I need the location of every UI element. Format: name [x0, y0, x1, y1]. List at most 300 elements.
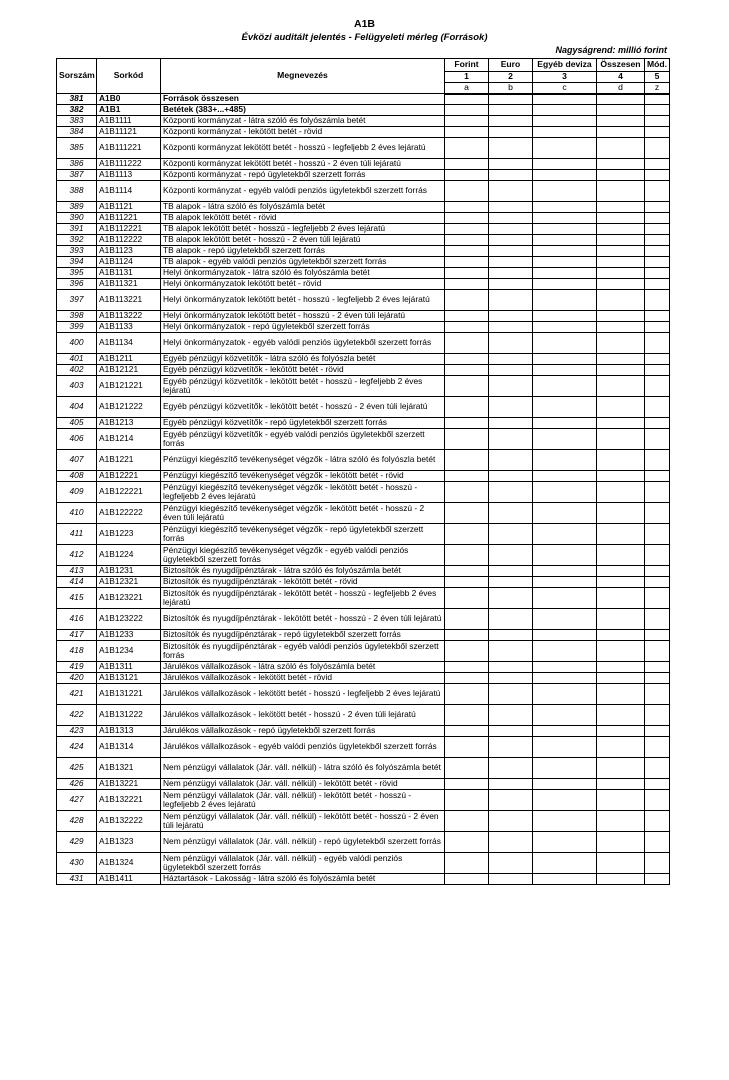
- col-header-megnevezes: Megnevezés: [161, 59, 445, 94]
- value-cell-egyeb-deviza[interactable]: [533, 138, 597, 159]
- value-cell-forint[interactable]: [445, 577, 489, 588]
- value-cell-mod[interactable]: [645, 376, 670, 397]
- value-cell-egyeb-deviza[interactable]: [533, 684, 597, 705]
- value-cell-forint[interactable]: [445, 138, 489, 159]
- value-cell-mod[interactable]: [645, 94, 670, 105]
- value-cell-euro[interactable]: [489, 311, 533, 322]
- value-cell-osszesen[interactable]: [597, 213, 645, 224]
- value-cell-euro[interactable]: [489, 213, 533, 224]
- row-code: A1B132222: [97, 811, 161, 832]
- value-cell-egyeb-deviza[interactable]: [533, 333, 597, 354]
- value-cell-egyeb-deviza[interactable]: [533, 577, 597, 588]
- value-cell-mod[interactable]: [645, 726, 670, 737]
- value-cell-osszesen[interactable]: [597, 397, 645, 418]
- value-cell-osszesen[interactable]: [597, 482, 645, 503]
- value-cell-euro[interactable]: [489, 545, 533, 566]
- value-cell-euro[interactable]: [489, 811, 533, 832]
- value-cell-euro[interactable]: [489, 450, 533, 471]
- value-cell-mod[interactable]: [645, 588, 670, 609]
- row-number: 426: [57, 779, 97, 790]
- value-cell-egyeb-deviza[interactable]: [533, 503, 597, 524]
- value-cell-egyeb-deviza[interactable]: [533, 159, 597, 170]
- value-cell-euro[interactable]: [489, 503, 533, 524]
- value-cell-egyeb-deviza[interactable]: [533, 376, 597, 397]
- value-cell-euro[interactable]: [489, 737, 533, 758]
- value-cell-egyeb-deviza[interactable]: [533, 471, 597, 482]
- value-cell-forint[interactable]: [445, 737, 489, 758]
- value-cell-euro[interactable]: [489, 116, 533, 127]
- value-cell-osszesen[interactable]: [597, 224, 645, 235]
- value-cell-mod[interactable]: [645, 779, 670, 790]
- value-cell-egyeb-deviza[interactable]: [533, 268, 597, 279]
- row-number: 392: [57, 235, 97, 246]
- value-cell-egyeb-deviza[interactable]: [533, 609, 597, 630]
- value-cell-egyeb-deviza[interactable]: [533, 127, 597, 138]
- value-cell-osszesen[interactable]: [597, 235, 645, 246]
- value-cell-egyeb-deviza[interactable]: [533, 429, 597, 450]
- value-cell-forint[interactable]: [445, 705, 489, 726]
- value-cell-forint[interactable]: [445, 450, 489, 471]
- value-cell-forint[interactable]: [445, 641, 489, 662]
- value-cell-forint[interactable]: [445, 333, 489, 354]
- value-cell-euro[interactable]: [489, 202, 533, 213]
- value-cell-egyeb-deviza[interactable]: [533, 726, 597, 737]
- value-cell-mod[interactable]: [645, 268, 670, 279]
- value-cell-mod[interactable]: [645, 116, 670, 127]
- value-cell-egyeb-deviza[interactable]: [533, 450, 597, 471]
- value-cell-forint[interactable]: [445, 127, 489, 138]
- value-cell-forint[interactable]: [445, 662, 489, 673]
- value-cell-forint[interactable]: [445, 630, 489, 641]
- value-cell-egyeb-deviza[interactable]: [533, 790, 597, 811]
- value-cell-euro[interactable]: [489, 790, 533, 811]
- value-cell-euro[interactable]: [489, 524, 533, 545]
- table-row: [57, 503, 670, 524]
- value-cell-egyeb-deviza[interactable]: [533, 246, 597, 257]
- value-cell-osszesen[interactable]: [597, 450, 645, 471]
- value-cell-egyeb-deviza[interactable]: [533, 566, 597, 577]
- value-cell-forint[interactable]: [445, 588, 489, 609]
- value-cell-euro[interactable]: [489, 609, 533, 630]
- value-cell-egyeb-deviza[interactable]: [533, 641, 597, 662]
- value-cell-euro[interactable]: [489, 235, 533, 246]
- value-cell-egyeb-deviza[interactable]: [533, 213, 597, 224]
- table-row: [57, 630, 670, 641]
- value-cell-forint[interactable]: [445, 224, 489, 235]
- value-cell-mod[interactable]: [645, 482, 670, 503]
- row-description: TB alapok lekötött betét - rövid: [161, 213, 445, 224]
- value-cell-egyeb-deviza[interactable]: [533, 202, 597, 213]
- value-cell-egyeb-deviza[interactable]: [533, 832, 597, 853]
- value-cell-mod[interactable]: [645, 790, 670, 811]
- value-cell-euro[interactable]: [489, 684, 533, 705]
- value-cell-forint[interactable]: [445, 311, 489, 322]
- value-cell-forint[interactable]: [445, 116, 489, 127]
- value-cell-osszesen[interactable]: [597, 609, 645, 630]
- value-cell-osszesen[interactable]: [597, 138, 645, 159]
- value-cell-forint[interactable]: [445, 365, 489, 376]
- value-cell-mod[interactable]: [645, 290, 670, 311]
- value-cell-mod[interactable]: [645, 235, 670, 246]
- value-cell-osszesen[interactable]: [597, 545, 645, 566]
- value-cell-egyeb-deviza[interactable]: [533, 588, 597, 609]
- table-row: [57, 874, 670, 885]
- value-cell-egyeb-deviza[interactable]: [533, 737, 597, 758]
- value-cell-egyeb-deviza[interactable]: [533, 257, 597, 268]
- value-cell-osszesen[interactable]: [597, 832, 645, 853]
- value-cell-forint[interactable]: [445, 684, 489, 705]
- row-code: A1B1233: [97, 630, 161, 641]
- value-cell-egyeb-deviza[interactable]: [533, 758, 597, 779]
- value-cell-mod[interactable]: [645, 397, 670, 418]
- value-cell-osszesen[interactable]: [597, 246, 645, 257]
- table-header: [57, 59, 670, 94]
- value-cell-osszesen[interactable]: [597, 290, 645, 311]
- value-cell-euro[interactable]: [489, 279, 533, 290]
- value-cell-euro[interactable]: [489, 418, 533, 429]
- value-cell-osszesen[interactable]: [597, 705, 645, 726]
- value-cell-euro[interactable]: [489, 779, 533, 790]
- value-cell-osszesen[interactable]: [597, 588, 645, 609]
- value-cell-mod[interactable]: [645, 545, 670, 566]
- value-cell-forint[interactable]: [445, 418, 489, 429]
- value-cell-forint[interactable]: [445, 673, 489, 684]
- row-code: A1B132221: [97, 790, 161, 811]
- value-cell-mod[interactable]: [645, 577, 670, 588]
- value-cell-osszesen[interactable]: [597, 726, 645, 737]
- table-row: [57, 159, 670, 170]
- value-cell-egyeb-deviza[interactable]: [533, 418, 597, 429]
- value-cell-euro[interactable]: [489, 705, 533, 726]
- value-cell-mod[interactable]: [645, 224, 670, 235]
- value-cell-egyeb-deviza[interactable]: [533, 181, 597, 202]
- table-row: [57, 138, 670, 159]
- value-cell-osszesen[interactable]: [597, 365, 645, 376]
- value-cell-euro[interactable]: [489, 397, 533, 418]
- value-cell-mod[interactable]: [645, 105, 670, 116]
- value-cell-mod[interactable]: [645, 705, 670, 726]
- value-cell-egyeb-deviza[interactable]: [533, 874, 597, 885]
- value-cell-osszesen[interactable]: [597, 127, 645, 138]
- value-cell-forint[interactable]: [445, 94, 489, 105]
- value-cell-forint[interactable]: [445, 609, 489, 630]
- value-cell-egyeb-deviza[interactable]: [533, 545, 597, 566]
- value-cell-mod[interactable]: [645, 662, 670, 673]
- value-cell-euro[interactable]: [489, 588, 533, 609]
- value-cell-mod[interactable]: [645, 333, 670, 354]
- row-description: Helyi önkormányzatok lekötött betét - rövid: [161, 279, 445, 290]
- value-cell-euro[interactable]: [489, 630, 533, 641]
- value-cell-osszesen[interactable]: [597, 630, 645, 641]
- value-cell-mod[interactable]: [645, 471, 670, 482]
- value-cell-mod[interactable]: [645, 311, 670, 322]
- value-cell-egyeb-deviza[interactable]: [533, 630, 597, 641]
- row-number: 416: [57, 609, 97, 630]
- value-cell-mod[interactable]: [645, 127, 670, 138]
- value-cell-egyeb-deviza[interactable]: [533, 673, 597, 684]
- value-cell-osszesen[interactable]: [597, 577, 645, 588]
- value-cell-osszesen[interactable]: [597, 758, 645, 779]
- row-description: Központi kormányzat - repó ügyletekből szerzett forrás: [161, 170, 445, 181]
- value-cell-forint[interactable]: [445, 279, 489, 290]
- value-cell-mod[interactable]: [645, 758, 670, 779]
- value-cell-egyeb-deviza[interactable]: [533, 170, 597, 181]
- value-cell-euro[interactable]: [489, 853, 533, 874]
- value-cell-osszesen[interactable]: [597, 202, 645, 213]
- value-cell-egyeb-deviza[interactable]: [533, 322, 597, 333]
- value-cell-forint[interactable]: [445, 159, 489, 170]
- value-cell-osszesen[interactable]: [597, 268, 645, 279]
- value-cell-mod[interactable]: [645, 257, 670, 268]
- row-description: Járulékos vállalkozások - egyéb valódi penziós ügyletekből szerzett forrás: [161, 737, 445, 758]
- value-cell-mod[interactable]: [645, 566, 670, 577]
- row-description: TB alapok lekötött betét - hosszú - legfeljebb 2 éves lejáratú: [161, 224, 445, 235]
- table-row: [57, 779, 670, 790]
- col-number: 3: [533, 72, 597, 83]
- value-cell-osszesen[interactable]: [597, 737, 645, 758]
- value-cell-forint[interactable]: [445, 268, 489, 279]
- value-cell-mod[interactable]: [645, 418, 670, 429]
- value-cell-egyeb-deviza[interactable]: [533, 705, 597, 726]
- value-cell-forint[interactable]: [445, 503, 489, 524]
- row-description: Helyi önkormányzatok lekötött betét - hosszú - legfeljebb 2 éves lejáratú: [161, 290, 445, 311]
- value-cell-osszesen[interactable]: [597, 874, 645, 885]
- row-number: 408: [57, 471, 97, 482]
- value-cell-osszesen[interactable]: [597, 354, 645, 365]
- row-number: 417: [57, 630, 97, 641]
- value-cell-mod[interactable]: [645, 641, 670, 662]
- value-cell-forint[interactable]: [445, 105, 489, 116]
- value-cell-osszesen[interactable]: [597, 524, 645, 545]
- value-cell-euro[interactable]: [489, 726, 533, 737]
- value-cell-egyeb-deviza[interactable]: [533, 662, 597, 673]
- value-cell-mod[interactable]: [645, 429, 670, 450]
- value-cell-euro[interactable]: [489, 641, 533, 662]
- value-cell-osszesen[interactable]: [597, 853, 645, 874]
- table-row: [57, 811, 670, 832]
- row-code: A1B1324: [97, 853, 161, 874]
- value-cell-osszesen[interactable]: [597, 94, 645, 105]
- value-cell-egyeb-deviza[interactable]: [533, 290, 597, 311]
- value-cell-egyeb-deviza[interactable]: [533, 365, 597, 376]
- value-cell-euro[interactable]: [489, 105, 533, 116]
- value-cell-forint[interactable]: [445, 181, 489, 202]
- row-number: 397: [57, 290, 97, 311]
- value-cell-osszesen[interactable]: [597, 257, 645, 268]
- value-cell-osszesen[interactable]: [597, 503, 645, 524]
- value-cell-euro[interactable]: [489, 482, 533, 503]
- value-cell-forint[interactable]: [445, 726, 489, 737]
- value-cell-mod[interactable]: [645, 159, 670, 170]
- value-cell-forint[interactable]: [445, 290, 489, 311]
- value-cell-osszesen[interactable]: [597, 181, 645, 202]
- value-cell-forint[interactable]: [445, 246, 489, 257]
- value-cell-euro[interactable]: [489, 333, 533, 354]
- value-cell-forint[interactable]: [445, 235, 489, 246]
- row-description: Egyéb pénzügyi közvetítők - repó ügyletekből szerzett forrás: [161, 418, 445, 429]
- value-cell-euro[interactable]: [489, 365, 533, 376]
- value-cell-euro[interactable]: [489, 268, 533, 279]
- value-cell-osszesen[interactable]: [597, 429, 645, 450]
- value-cell-forint[interactable]: [445, 376, 489, 397]
- value-cell-euro[interactable]: [489, 577, 533, 588]
- value-cell-egyeb-deviza[interactable]: [533, 482, 597, 503]
- value-cell-euro[interactable]: [489, 94, 533, 105]
- value-cell-forint[interactable]: [445, 566, 489, 577]
- value-cell-osszesen[interactable]: [597, 105, 645, 116]
- row-description: Betétek (383+...+485): [161, 105, 445, 116]
- row-number: 427: [57, 790, 97, 811]
- value-cell-osszesen[interactable]: [597, 333, 645, 354]
- value-cell-mod[interactable]: [645, 322, 670, 333]
- value-cell-forint[interactable]: [445, 811, 489, 832]
- value-cell-egyeb-deviza[interactable]: [533, 279, 597, 290]
- row-description: Biztosítók és nyugdíjpénztárak - látra szóló és folyószámla betét: [161, 566, 445, 577]
- value-cell-euro[interactable]: [489, 257, 533, 268]
- value-cell-euro[interactable]: [489, 246, 533, 257]
- value-cell-forint[interactable]: [445, 471, 489, 482]
- value-cell-mod[interactable]: [645, 181, 670, 202]
- value-cell-euro[interactable]: [489, 224, 533, 235]
- value-cell-forint[interactable]: [445, 779, 489, 790]
- table-row: [57, 577, 670, 588]
- value-cell-euro[interactable]: [489, 290, 533, 311]
- value-cell-forint[interactable]: [445, 322, 489, 333]
- value-cell-osszesen[interactable]: [597, 673, 645, 684]
- value-cell-osszesen[interactable]: [597, 322, 645, 333]
- value-cell-osszesen[interactable]: [597, 566, 645, 577]
- value-cell-osszesen[interactable]: [597, 376, 645, 397]
- value-cell-mod[interactable]: [645, 832, 670, 853]
- value-cell-mod[interactable]: [645, 202, 670, 213]
- value-cell-forint[interactable]: [445, 545, 489, 566]
- row-description: Egyéb pénzügyi közvetítők - lekötött betét - hosszú - 2 éven túli lejáratú: [161, 397, 445, 418]
- value-cell-egyeb-deviza[interactable]: [533, 116, 597, 127]
- value-cell-euro[interactable]: [489, 322, 533, 333]
- value-cell-mod[interactable]: [645, 365, 670, 376]
- value-cell-forint[interactable]: [445, 257, 489, 268]
- value-cell-egyeb-deviza[interactable]: [533, 224, 597, 235]
- value-cell-osszesen[interactable]: [597, 471, 645, 482]
- value-cell-euro[interactable]: [489, 566, 533, 577]
- value-cell-osszesen[interactable]: [597, 116, 645, 127]
- value-cell-forint[interactable]: [445, 213, 489, 224]
- row-code: A1B112222: [97, 235, 161, 246]
- value-cell-mod[interactable]: [645, 811, 670, 832]
- value-cell-euro[interactable]: [489, 138, 533, 159]
- value-cell-forint[interactable]: [445, 524, 489, 545]
- value-cell-forint[interactable]: [445, 482, 489, 503]
- value-cell-egyeb-deviza[interactable]: [533, 94, 597, 105]
- value-cell-mod[interactable]: [645, 609, 670, 630]
- table-row: [57, 213, 670, 224]
- value-cell-osszesen[interactable]: [597, 159, 645, 170]
- value-cell-osszesen[interactable]: [597, 662, 645, 673]
- value-cell-egyeb-deviza[interactable]: [533, 354, 597, 365]
- value-cell-euro[interactable]: [489, 471, 533, 482]
- value-cell-mod[interactable]: [645, 450, 670, 471]
- value-cell-euro[interactable]: [489, 354, 533, 365]
- value-cell-mod[interactable]: [645, 737, 670, 758]
- value-cell-mod[interactable]: [645, 279, 670, 290]
- value-cell-egyeb-deviza[interactable]: [533, 397, 597, 418]
- value-cell-osszesen[interactable]: [597, 279, 645, 290]
- value-cell-egyeb-deviza[interactable]: [533, 853, 597, 874]
- value-cell-osszesen[interactable]: [597, 641, 645, 662]
- value-cell-euro[interactable]: [489, 662, 533, 673]
- value-cell-mod[interactable]: [645, 354, 670, 365]
- row-description: Nem pénzügyi vállalatok (Jár. váll. nélkül) - látra szóló és folyószámla betét: [161, 758, 445, 779]
- value-cell-euro[interactable]: [489, 170, 533, 181]
- value-cell-osszesen[interactable]: [597, 811, 645, 832]
- value-cell-mod[interactable]: [645, 673, 670, 684]
- value-cell-forint[interactable]: [445, 429, 489, 450]
- value-cell-osszesen[interactable]: [597, 170, 645, 181]
- balance-sheet-table: [56, 58, 670, 885]
- row-description: Központi kormányzat - lekötött betét - rövid: [161, 127, 445, 138]
- value-cell-euro[interactable]: [489, 673, 533, 684]
- value-cell-forint[interactable]: [445, 354, 489, 365]
- row-description: Pénzügyi kiegészítő tevékenységet végzők - látra szóló és folyószla betét: [161, 450, 445, 471]
- value-cell-mod[interactable]: [645, 138, 670, 159]
- value-cell-forint[interactable]: [445, 832, 489, 853]
- value-cell-euro[interactable]: [489, 758, 533, 779]
- value-cell-mod[interactable]: [645, 874, 670, 885]
- value-cell-forint[interactable]: [445, 202, 489, 213]
- value-cell-mod[interactable]: [645, 246, 670, 257]
- value-cell-mod[interactable]: [645, 630, 670, 641]
- value-cell-euro[interactable]: [489, 181, 533, 202]
- value-cell-mod[interactable]: [645, 170, 670, 181]
- value-cell-egyeb-deviza[interactable]: [533, 105, 597, 116]
- value-cell-euro[interactable]: [489, 832, 533, 853]
- table-row: [57, 322, 670, 333]
- value-cell-egyeb-deviza[interactable]: [533, 235, 597, 246]
- value-cell-egyeb-deviza[interactable]: [533, 811, 597, 832]
- table-row: [57, 471, 670, 482]
- value-cell-forint[interactable]: [445, 790, 489, 811]
- value-cell-forint[interactable]: [445, 758, 489, 779]
- value-cell-mod[interactable]: [645, 213, 670, 224]
- row-code: A1B1311: [97, 662, 161, 673]
- value-cell-euro[interactable]: [489, 159, 533, 170]
- value-cell-egyeb-deviza[interactable]: [533, 311, 597, 322]
- value-cell-mod[interactable]: [645, 524, 670, 545]
- value-cell-mod[interactable]: [645, 684, 670, 705]
- row-description: Helyi önkormányzatok lekötött betét - hosszú - 2 éven túli lejáratú: [161, 311, 445, 322]
- value-cell-osszesen[interactable]: [597, 311, 645, 322]
- value-cell-egyeb-deviza[interactable]: [533, 779, 597, 790]
- value-cell-forint[interactable]: [445, 853, 489, 874]
- value-cell-euro[interactable]: [489, 127, 533, 138]
- value-cell-forint[interactable]: [445, 170, 489, 181]
- value-cell-mod[interactable]: [645, 503, 670, 524]
- value-cell-euro[interactable]: [489, 429, 533, 450]
- value-cell-forint[interactable]: [445, 397, 489, 418]
- table-row: [57, 832, 670, 853]
- row-number: 402: [57, 365, 97, 376]
- row-number: 415: [57, 588, 97, 609]
- value-cell-egyeb-deviza[interactable]: [533, 524, 597, 545]
- value-cell-osszesen[interactable]: [597, 684, 645, 705]
- value-cell-euro[interactable]: [489, 874, 533, 885]
- value-cell-osszesen[interactable]: [597, 418, 645, 429]
- value-cell-euro[interactable]: [489, 376, 533, 397]
- value-cell-mod[interactable]: [645, 853, 670, 874]
- value-cell-forint[interactable]: [445, 874, 489, 885]
- value-cell-osszesen[interactable]: [597, 790, 645, 811]
- value-cell-osszesen[interactable]: [597, 779, 645, 790]
